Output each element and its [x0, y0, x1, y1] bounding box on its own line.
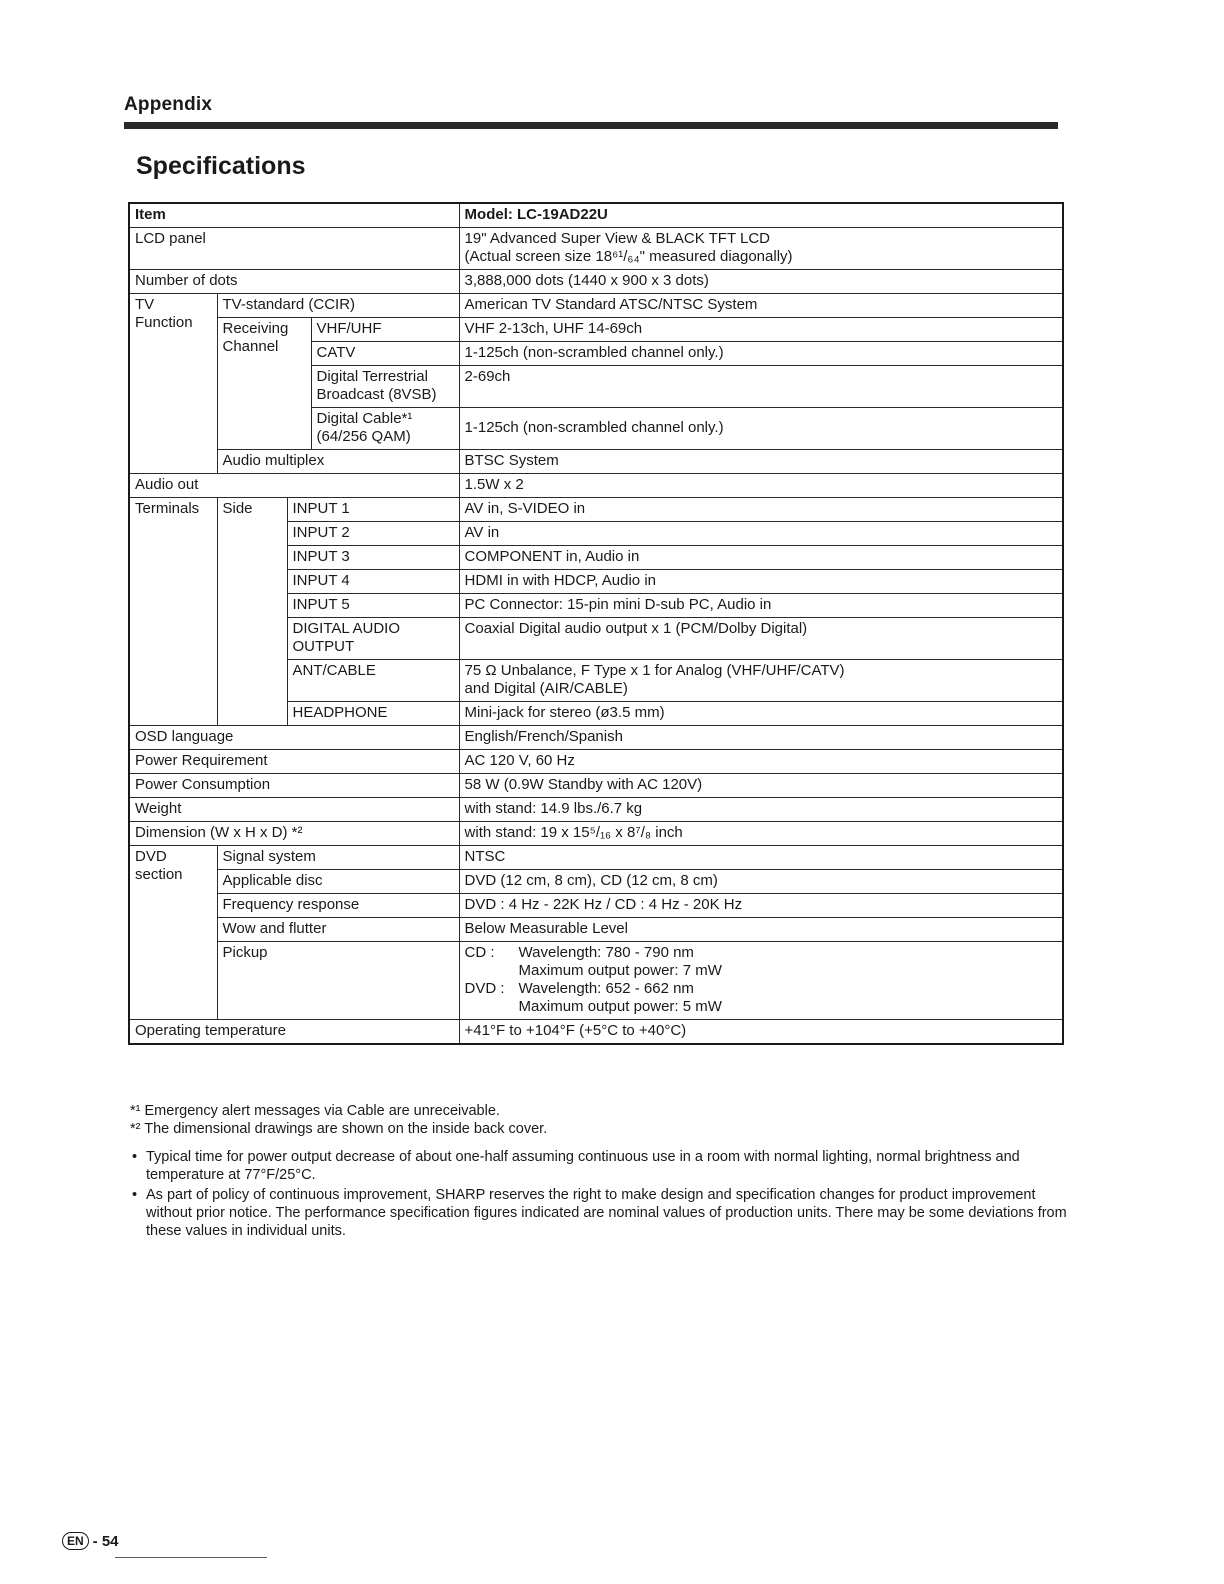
row-label: OSD language: [129, 726, 459, 750]
table-row: [129, 750, 1063, 774]
row-value: 2-69ch: [459, 366, 1063, 408]
row-label: Weight: [129, 798, 459, 822]
row-value: AV in, S-VIDEO in: [459, 498, 1063, 522]
notes-section: [130, 1102, 1070, 1242]
row-label: LCD panel: [129, 228, 459, 270]
row-value: Coaxial Digital audio output x 1 (PCM/Dolby Digital): [459, 618, 1063, 660]
table-row: [129, 918, 1063, 942]
table-row: [129, 228, 1063, 270]
value-line: (Actual screen size 18⁶¹/₆₄" measured diagonally): [464, 248, 793, 265]
row-label: Number of dots: [129, 270, 459, 294]
row-label: INPUT 1: [287, 498, 459, 522]
label-line: Digital Terrestrial: [316, 368, 428, 385]
bullet-item: • Typical time for power output decrease of about one-half assuming continuous use in a room with normal lighting, normal brightness and temperature at 77°F/25°C.: [130, 1148, 1070, 1184]
group-label: TV Function: [129, 294, 217, 474]
section-divider: [124, 122, 1058, 129]
row-label: VHF/UHF: [311, 318, 459, 342]
label-line: OUTPUT: [292, 638, 355, 655]
row-value: 3,888,000 dots (1440 x 900 x 3 dots): [459, 270, 1063, 294]
row-label: CATV: [311, 342, 459, 366]
table-row: [129, 474, 1063, 498]
row-label: Signal system: [217, 846, 459, 870]
row-value: AC 120 V, 60 Hz: [459, 750, 1063, 774]
row-value: HDMI in with HDCP, Audio in: [459, 570, 1063, 594]
table-row: [129, 450, 1063, 474]
pickup-wavelength: Wavelength: 780 - 790 nm: [518, 944, 694, 961]
pickup-tag: CD :: [464, 944, 495, 961]
table-row: [129, 270, 1063, 294]
table-row: [129, 846, 1063, 870]
footnote: *² The dimensional drawings are shown on the inside back cover.: [130, 1121, 548, 1137]
row-label: [311, 366, 459, 408]
pickup-tag: DVD :: [464, 980, 505, 997]
group-label: DVD section: [129, 846, 217, 1020]
subgroup-label: Receiving Channel: [217, 318, 311, 450]
pickup-wavelength: Wavelength: 652 - 662 nm: [518, 980, 694, 997]
row-label: ANT/CABLE: [287, 660, 459, 702]
row-value: Below Measurable Level: [459, 918, 1063, 942]
table-row: [129, 294, 1063, 318]
row-value: +41°F to +104°F (+5°C to +40°C): [459, 1020, 1063, 1045]
row-label: Audio multiplex: [217, 450, 459, 474]
value-line: 19" Advanced Super View & BLACK TFT LCD: [464, 230, 771, 247]
pickup-power: Maximum output power: 5 mW: [518, 998, 722, 1015]
row-value: COMPONENT in, Audio in: [459, 546, 1063, 570]
row-value: 1.5W x 2: [459, 474, 1063, 498]
page-footer: [62, 1532, 119, 1550]
row-label: Wow and flutter: [217, 918, 459, 942]
row-value: 1-125ch (non-scrambled channel only.): [459, 342, 1063, 366]
value-line: 75 Ω Unbalance, F Type x 1 for Analog (VHF/UHF/CATV): [464, 662, 845, 679]
table-row: [129, 870, 1063, 894]
row-label: Frequency response: [217, 894, 459, 918]
row-label: INPUT 4: [287, 570, 459, 594]
header-item: Item: [129, 203, 459, 228]
row-label: [311, 408, 459, 450]
row-label: INPUT 5: [287, 594, 459, 618]
row-value: AV in: [459, 522, 1063, 546]
language-badge: EN: [62, 1532, 89, 1550]
row-label: Applicable disc: [217, 870, 459, 894]
table-row: [129, 318, 1063, 342]
footer-rule: [115, 1557, 267, 1558]
table-row: [129, 1020, 1063, 1045]
label-line: Broadcast (8VSB): [316, 386, 437, 403]
row-label: INPUT 2: [287, 522, 459, 546]
subgroup-label: Side: [217, 498, 287, 726]
row-value: [459, 942, 1063, 1020]
table-row: [129, 894, 1063, 918]
pickup-cd: [465, 944, 1058, 980]
page-title: Specifications: [136, 152, 306, 180]
row-value: NTSC: [459, 846, 1063, 870]
table-header-row: [129, 203, 1063, 228]
label-line: DIGITAL AUDIO: [292, 620, 401, 637]
specifications-table: [128, 202, 1064, 1045]
row-value: DVD : 4 Hz - 22K Hz / CD : 4 Hz - 20K Hz: [459, 894, 1063, 918]
pickup-dvd: [465, 980, 1058, 1016]
table-row: [129, 726, 1063, 750]
row-value: 58 W (0.9W Standby with AC 120V): [459, 774, 1063, 798]
row-value: DVD (12 cm, 8 cm), CD (12 cm, 8 cm): [459, 870, 1063, 894]
row-value: American TV Standard ATSC/NTSC System: [459, 294, 1063, 318]
row-label: Pickup: [217, 942, 459, 1020]
row-label: INPUT 3: [287, 546, 459, 570]
row-label: [287, 618, 459, 660]
row-value: PC Connector: 15-pin mini D-sub PC, Audio in: [459, 594, 1063, 618]
label-line: Digital Cable*¹: [316, 410, 413, 427]
row-label: HEADPHONE: [287, 702, 459, 726]
table-row: [129, 774, 1063, 798]
bullet-item: • As part of policy of continuous improvement, SHARP reserves the right to make design and specification changes for product improvement without prior notice. The performance specification figures indicated are nominal values of production units. There may be some deviations from these values in individual units.: [130, 1186, 1070, 1240]
group-label: Terminals: [129, 498, 217, 726]
row-value: VHF 2-13ch, UHF 14-69ch: [459, 318, 1063, 342]
row-value: [459, 228, 1063, 270]
row-label: Power Requirement: [129, 750, 459, 774]
row-label: Power Consumption: [129, 774, 459, 798]
row-value: Mini-jack for stereo (ø3.5 mm): [459, 702, 1063, 726]
table-row: [129, 942, 1063, 1020]
row-value: with stand: 19 x 15⁵/₁₆ x 8⁷/₈ inch: [459, 822, 1063, 846]
pickup-power: Maximum output power: 7 mW: [518, 962, 722, 979]
value-line: and Digital (AIR/CABLE): [464, 680, 628, 697]
row-label: Audio out: [129, 474, 459, 498]
row-value: BTSC System: [459, 450, 1063, 474]
section-heading: Appendix: [124, 94, 213, 115]
row-label: Dimension (W x H x D) *²: [129, 822, 459, 846]
table-row: [129, 498, 1063, 522]
header-model: Model: LC-19AD22U: [459, 203, 1063, 228]
row-label: Operating temperature: [129, 1020, 459, 1045]
row-value: 1-125ch (non-scrambled channel only.): [459, 408, 1063, 450]
footnote: *¹ Emergency alert messages via Cable are unreceivable.: [130, 1103, 500, 1119]
label-line: (64/256 QAM): [316, 428, 411, 445]
row-value: English/French/Spanish: [459, 726, 1063, 750]
row-label: TV-standard (CCIR): [217, 294, 459, 318]
table-row: [129, 798, 1063, 822]
bullet-list: [130, 1148, 1070, 1240]
row-value: with stand: 14.9 lbs./6.7 kg: [459, 798, 1063, 822]
row-value: [459, 660, 1063, 702]
table-row: [129, 822, 1063, 846]
page-number: - 54: [92, 1532, 119, 1550]
